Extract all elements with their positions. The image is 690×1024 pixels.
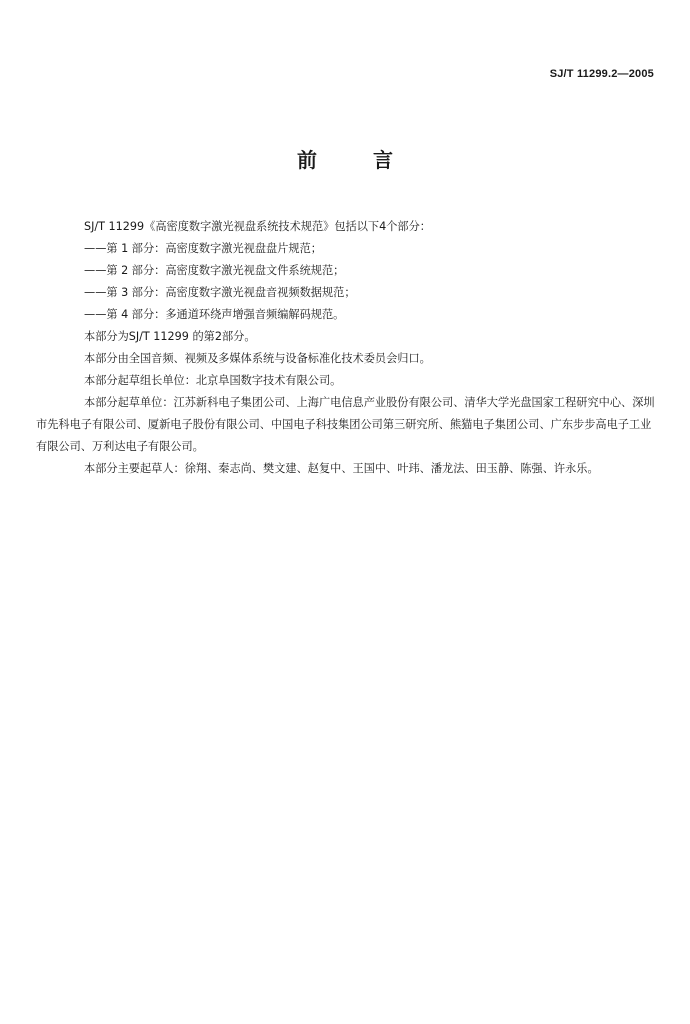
title-char-1: 前: [297, 148, 317, 172]
part-2-line: ——第 2 部分：高密度数字激光视盘文件系统规范；: [84, 264, 345, 277]
page-title: [0, 144, 690, 173]
title-char-2: 言: [373, 148, 393, 172]
part-4-line: ——第 4 部分：多通道环绕声增强音频编解码规范。: [84, 308, 345, 321]
part-3-line: ——第 3 部分：高密度数字激光视盘音视频数据规范；: [84, 286, 356, 299]
intro-line: SJ/T 11299《高密度数字激光视盘系统技术规范》包括以下4个部分：: [84, 220, 431, 233]
standard-code: SJ/T 11299.2—2005: [549, 68, 654, 80]
drafting-units-paragraph: 本部分起草单位：江苏新科电子集团公司、上海广电信息产业股份有限公司、清华大学光盘国家工程研究中心、深圳市先科电子有限公司、厦新电子股份有限公司、中国电子科技集团公司第三研究所、熊猫电子集团公司、广东步步高电子工业有限公司、万利达电子有限公司。: [36, 396, 655, 453]
this-part-line: 本部分为SJ/T 11299 的第2部分。: [84, 330, 256, 343]
drafters-paragraph: 本部分主要起草人：徐翔、秦志尚、樊文建、赵复中、王国中、叶玮、潘龙法、田玉静、陈强、许永乐。: [84, 462, 599, 475]
part-1-line: ——第 1 部分：高密度数字激光视盘盘片规范；: [84, 242, 322, 255]
responsible-committee-line: 本部分由全国音频、视频及多媒体系统与设备标准化技术委员会归口。: [84, 352, 431, 365]
foreword-body: [36, 216, 656, 480]
lead-unit-line: 本部分起草组长单位：北京阜国数字技术有限公司。: [84, 374, 342, 387]
